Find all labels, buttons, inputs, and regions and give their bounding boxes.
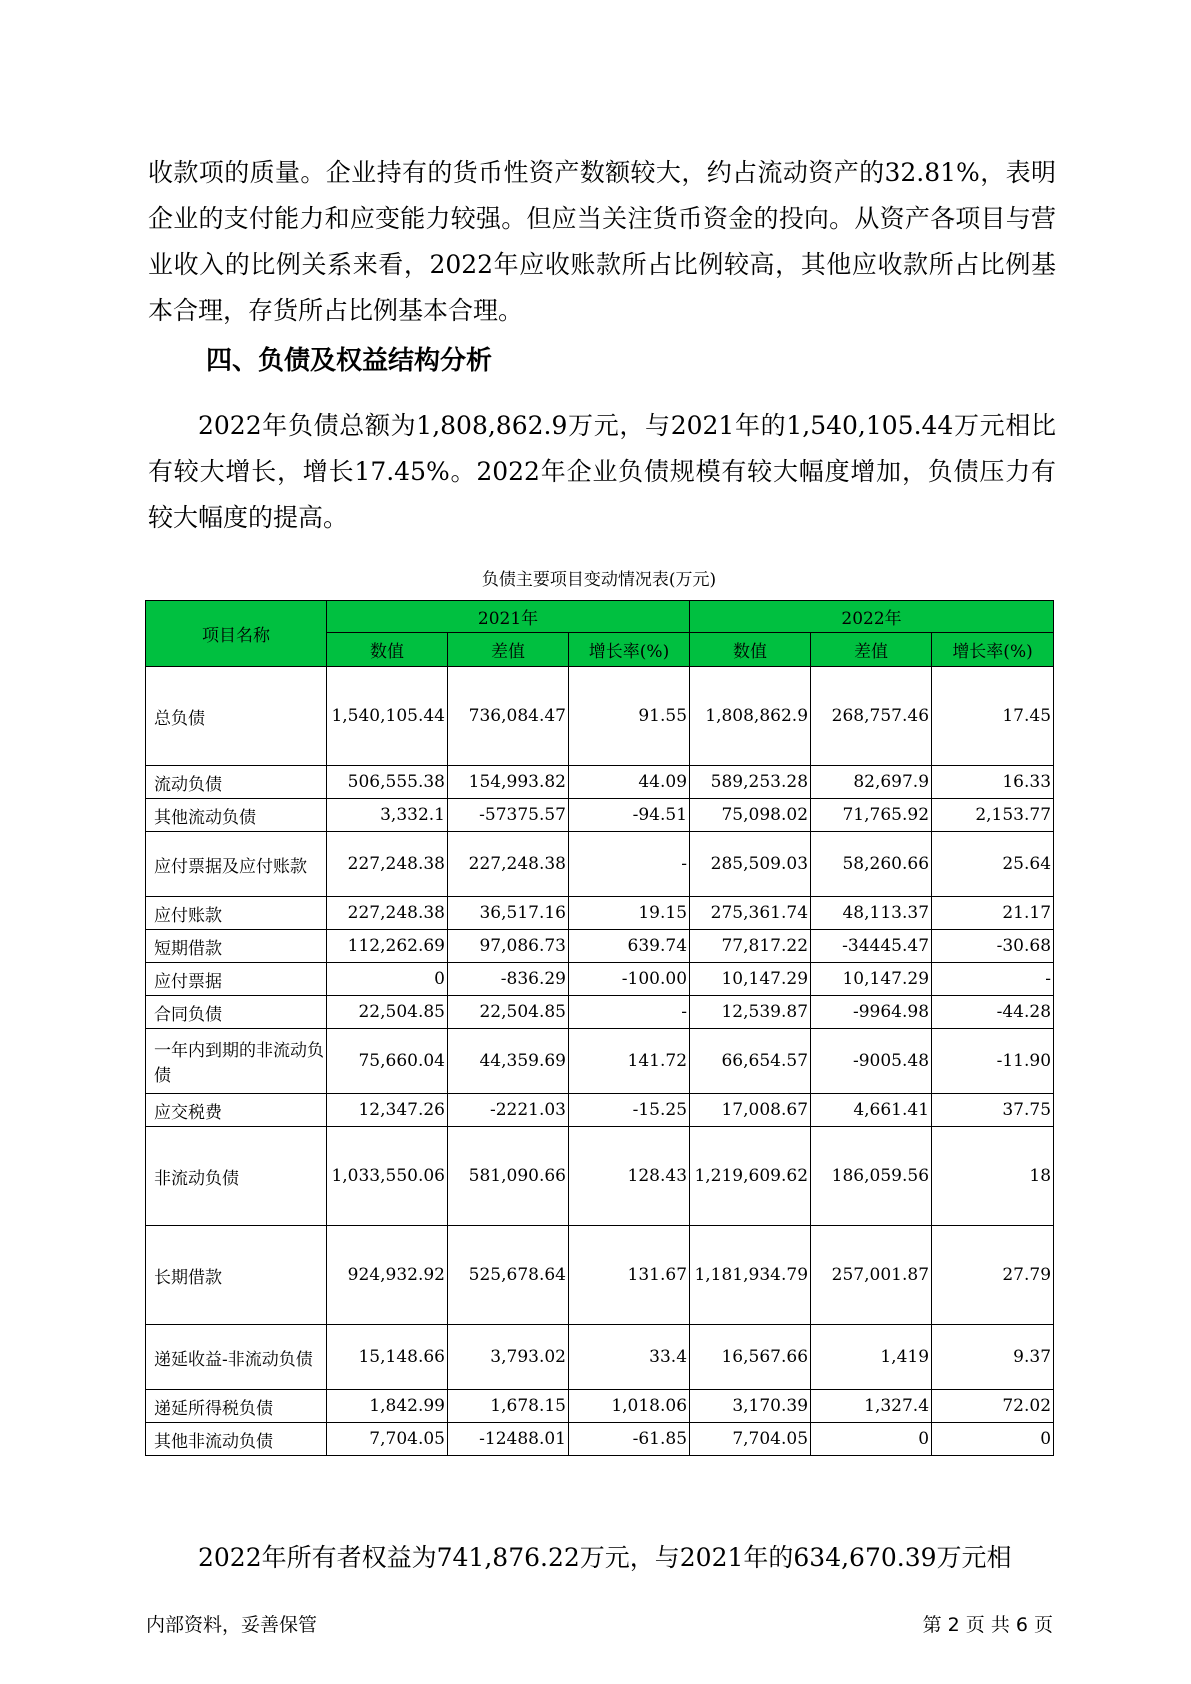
table-row — [146, 799, 1054, 832]
growth-2022: 27.79 — [932, 1226, 1054, 1325]
table-row — [146, 1029, 1054, 1094]
diff-2021: 154,993.82 — [448, 766, 569, 799]
table-row — [146, 766, 1054, 799]
table-row — [146, 667, 1054, 766]
growth-2022: 16.33 — [932, 766, 1054, 799]
growth-2021: 91.55 — [569, 667, 690, 766]
table-row — [146, 1127, 1054, 1226]
table-row — [146, 963, 1054, 996]
value-2021: 22,504.85 — [327, 996, 448, 1029]
header-year-2022: 2022年 — [690, 601, 1054, 633]
table-row — [146, 897, 1054, 930]
table-row — [146, 1094, 1054, 1127]
row-label: 应付票据 — [146, 963, 327, 996]
value-2022: 77,817.22 — [690, 930, 811, 963]
header-item-name: 项目名称 — [146, 601, 327, 667]
value-2022: 75,098.02 — [690, 799, 811, 832]
header-growth-2021: 增长率(%) — [569, 633, 690, 667]
diff-2022: 71,765.92 — [811, 799, 932, 832]
growth-2022: -11.90 — [932, 1029, 1054, 1094]
growth-2022: 18 — [932, 1127, 1054, 1226]
footer-page-number: 第 2 页 共 6 页 — [922, 1614, 1053, 1636]
value-2021: 112,262.69 — [327, 930, 448, 963]
header-value-2021: 数值 — [327, 633, 448, 667]
row-label: 总负债 — [146, 667, 327, 766]
diff-2021: 581,090.66 — [448, 1127, 569, 1226]
header-diff-2022: 差值 — [811, 633, 932, 667]
growth-2021: 44.09 — [569, 766, 690, 799]
table-row — [146, 1390, 1054, 1423]
table-row — [146, 1226, 1054, 1325]
row-label: 递延所得税负债 — [146, 1390, 327, 1423]
growth-2021: -100.00 — [569, 963, 690, 996]
value-2022: 1,808,862.9 — [690, 667, 811, 766]
growth-2022: 72.02 — [932, 1390, 1054, 1423]
diff-2022: 48,113.37 — [811, 897, 932, 930]
value-2022: 1,219,609.62 — [690, 1127, 811, 1226]
diff-2022: 4,661.41 — [811, 1094, 932, 1127]
diff-2022: -34445.47 — [811, 930, 932, 963]
growth-2021: - — [569, 996, 690, 1029]
value-2021: 3,332.1 — [327, 799, 448, 832]
liabilities-table — [145, 600, 1054, 1456]
header-growth-2022: 增长率(%) — [932, 633, 1054, 667]
diff-2021: 1,678.15 — [448, 1390, 569, 1423]
diff-2021: 22,504.85 — [448, 996, 569, 1029]
value-2022: 66,654.57 — [690, 1029, 811, 1094]
value-2022: 285,509.03 — [690, 832, 811, 897]
growth-2022: 37.75 — [932, 1094, 1054, 1127]
value-2021: 1,033,550.06 — [327, 1127, 448, 1226]
growth-2022: - — [932, 963, 1054, 996]
diff-2021: 97,086.73 — [448, 930, 569, 963]
body-paragraph-receivables: 收款项的质量。企业持有的货币性资产数额较大，约占流动资产的32.81%，表明企业的支付能力和应变能力较强。但应当关注货币资金的投向。从资产各项目与营业收入的比例关系来看，2022年应收账款所占比例较高，其他应收款所占比例基本合理，存货所占比例基本合理。 — [148, 158, 1056, 325]
diff-2022: 82,697.9 — [811, 766, 932, 799]
growth-2022: 0 — [932, 1423, 1054, 1456]
diff-2022: 257,001.87 — [811, 1226, 932, 1325]
value-2022: 3,170.39 — [690, 1390, 811, 1423]
row-label: 递延收益-非流动负债 — [146, 1325, 327, 1390]
table-row — [146, 1325, 1054, 1390]
growth-2022: 9.37 — [932, 1325, 1054, 1390]
table-row — [146, 930, 1054, 963]
footer-confidential-note: 内部资料，妥善保管 — [146, 1614, 318, 1636]
diff-2021: 525,678.64 — [448, 1226, 569, 1325]
diff-2021: 36,517.16 — [448, 897, 569, 930]
diff-2022: -9964.98 — [811, 996, 932, 1029]
diff-2022: 186,059.56 — [811, 1127, 932, 1226]
body-paragraph-equity: 2022年所有者权益为741,876.22万元，与2021年的634,670.39万元相 — [198, 1543, 1012, 1572]
growth-2021: 128.43 — [569, 1127, 690, 1226]
body-paragraph-total-liabilities: 2022年负债总额为1,808,862.9万元，与2021年的1,540,105.44万元相比有较大增长，增长17.45%。2022年企业负债规模有较大幅度增加，负债压力有较大幅度的提高。 — [148, 411, 1056, 532]
value-2022: 1,181,934.79 — [690, 1226, 811, 1325]
value-2022: 275,361.74 — [690, 897, 811, 930]
value-2021: 0 — [327, 963, 448, 996]
value-2022: 17,008.67 — [690, 1094, 811, 1127]
growth-2021: 19.15 — [569, 897, 690, 930]
value-2022: 10,147.29 — [690, 963, 811, 996]
value-2021: 75,660.04 — [327, 1029, 448, 1094]
growth-2022: -44.28 — [932, 996, 1054, 1029]
value-2022: 589,253.28 — [690, 766, 811, 799]
value-2021: 12,347.26 — [327, 1094, 448, 1127]
diff-2021: 44,359.69 — [448, 1029, 569, 1094]
diff-2021: -836.29 — [448, 963, 569, 996]
header-diff-2021: 差值 — [448, 633, 569, 667]
diff-2021: -57375.57 — [448, 799, 569, 832]
value-2021: 227,248.38 — [327, 897, 448, 930]
value-2021: 1,540,105.44 — [327, 667, 448, 766]
diff-2022: 0 — [811, 1423, 932, 1456]
growth-2021: 639.74 — [569, 930, 690, 963]
growth-2021: - — [569, 832, 690, 897]
diff-2022: 1,419 — [811, 1325, 932, 1390]
diff-2021: 3,793.02 — [448, 1325, 569, 1390]
row-label: 应付账款 — [146, 897, 327, 930]
growth-2021: -15.25 — [569, 1094, 690, 1127]
diff-2021: 736,084.47 — [448, 667, 569, 766]
growth-2022: 25.64 — [932, 832, 1054, 897]
table-row — [146, 832, 1054, 897]
growth-2021: -94.51 — [569, 799, 690, 832]
value-2021: 7,704.05 — [327, 1423, 448, 1456]
row-label: 短期借款 — [146, 930, 327, 963]
growth-2022: -30.68 — [932, 930, 1054, 963]
row-label: 长期借款 — [146, 1226, 327, 1325]
row-label: 流动负债 — [146, 766, 327, 799]
diff-2022: 58,260.66 — [811, 832, 932, 897]
row-label: 应交税费 — [146, 1094, 327, 1127]
table-row — [146, 996, 1054, 1029]
section-heading-liabilities: 四、负债及权益结构分析 — [206, 346, 493, 376]
diff-2021: 227,248.38 — [448, 832, 569, 897]
row-label: 应付票据及应付账款 — [146, 832, 327, 897]
diff-2022: 268,757.46 — [811, 667, 932, 766]
header-year-2021: 2021年 — [327, 601, 690, 633]
row-label: 一年内到期的非流动负债 — [146, 1029, 327, 1094]
header-value-2022: 数值 — [690, 633, 811, 667]
growth-2021: 141.72 — [569, 1029, 690, 1094]
growth-2022: 2,153.77 — [932, 799, 1054, 832]
diff-2022: 1,327.4 — [811, 1390, 932, 1423]
table-row — [146, 1423, 1054, 1456]
value-2022: 7,704.05 — [690, 1423, 811, 1456]
diff-2022: 10,147.29 — [811, 963, 932, 996]
row-label: 其他非流动负债 — [146, 1423, 327, 1456]
diff-2021: -2221.03 — [448, 1094, 569, 1127]
value-2021: 506,555.38 — [327, 766, 448, 799]
row-label: 其他流动负债 — [146, 799, 327, 832]
value-2022: 16,567.66 — [690, 1325, 811, 1390]
table-caption: 负债主要项目变动情况表(万元) — [481, 570, 717, 590]
diff-2022: -9005.48 — [811, 1029, 932, 1094]
growth-2021: 131.67 — [569, 1226, 690, 1325]
value-2021: 227,248.38 — [327, 832, 448, 897]
row-label: 非流动负债 — [146, 1127, 327, 1226]
growth-2021: 33.4 — [569, 1325, 690, 1390]
value-2022: 12,539.87 — [690, 996, 811, 1029]
growth-2021: 1,018.06 — [569, 1390, 690, 1423]
row-label: 合同负债 — [146, 996, 327, 1029]
growth-2021: -61.85 — [569, 1423, 690, 1456]
diff-2021: -12488.01 — [448, 1423, 569, 1456]
value-2021: 1,842.99 — [327, 1390, 448, 1423]
value-2021: 924,932.92 — [327, 1226, 448, 1325]
growth-2022: 21.17 — [932, 897, 1054, 930]
growth-2022: 17.45 — [932, 667, 1054, 766]
value-2021: 15,148.66 — [327, 1325, 448, 1390]
